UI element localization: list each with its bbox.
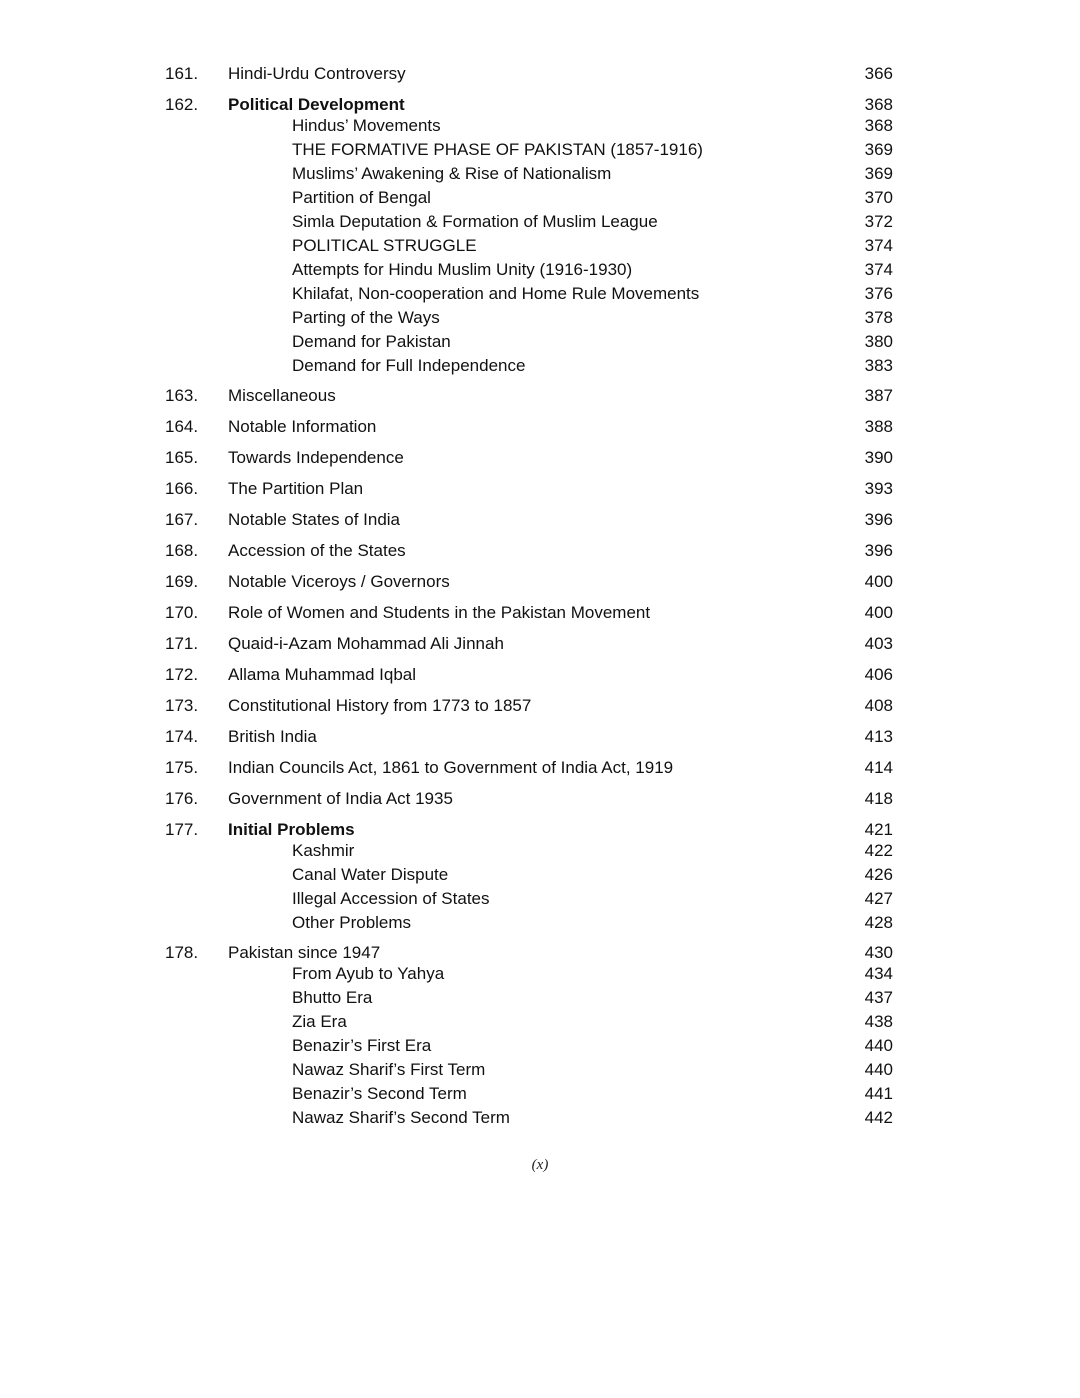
toc-subentry-page: 438 bbox=[864, 1012, 893, 1031]
toc-subentry bbox=[0, 308, 1080, 328]
toc-subentry bbox=[0, 841, 1080, 861]
toc-entry-title: Political Development bbox=[228, 95, 405, 114]
toc-subentry bbox=[0, 865, 1080, 885]
toc-subentry bbox=[0, 212, 1080, 232]
toc-subentry bbox=[0, 188, 1080, 208]
toc-entry-page: 413 bbox=[864, 727, 893, 746]
toc-entry-title: Notable Viceroys / Governors bbox=[228, 572, 450, 591]
toc-entry-title: Indian Councils Act, 1861 to Government of India Act, 1919 bbox=[228, 758, 674, 777]
toc-subentry bbox=[0, 116, 1080, 136]
toc-entry-number: 173. bbox=[165, 696, 199, 715]
toc-entry-title: Pakistan since 1947 bbox=[228, 943, 381, 962]
toc-subentry bbox=[0, 332, 1080, 352]
toc-entry-page: 388 bbox=[864, 417, 893, 436]
toc-subentry-title: Khilafat, Non-cooperation and Home Rule Movements bbox=[292, 284, 700, 303]
toc-entry-number: 167. bbox=[165, 510, 199, 529]
toc-entry-title: Initial Problems bbox=[228, 820, 355, 839]
toc-entry-page: 368 bbox=[864, 95, 893, 114]
toc-entry-title: Role of Women and Students in the Pakistan Movement bbox=[228, 603, 651, 622]
toc-subentry bbox=[0, 236, 1080, 256]
toc-entry-number: 164. bbox=[165, 417, 199, 436]
toc-subentry-title: Nawaz Sharif’s First Term bbox=[292, 1060, 486, 1079]
toc-subentry bbox=[0, 1108, 1080, 1128]
toc-subentry-page: 427 bbox=[864, 889, 893, 908]
toc-entry bbox=[0, 943, 1080, 963]
toc-subentry-page: 368 bbox=[864, 116, 893, 135]
toc-entry-title: British India bbox=[228, 727, 317, 746]
toc-subentry-page: 426 bbox=[864, 865, 893, 884]
toc-subentry bbox=[0, 284, 1080, 304]
toc-subentry-title: POLITICAL STRUGGLE bbox=[292, 236, 477, 255]
toc-subentry-title: Muslims’ Awakening & Rise of Nationalism bbox=[292, 164, 612, 183]
toc-entry-number: 170. bbox=[165, 603, 199, 622]
toc-subentry-title: Partition of Bengal bbox=[292, 188, 431, 207]
toc-entry bbox=[0, 64, 1080, 84]
toc-subentry bbox=[0, 1012, 1080, 1032]
toc-entry-page: 403 bbox=[864, 634, 893, 653]
toc-entry-page: 400 bbox=[864, 603, 893, 622]
toc-subentry bbox=[0, 964, 1080, 984]
toc-entry bbox=[0, 820, 1080, 840]
toc-subentry-page: 441 bbox=[864, 1084, 893, 1103]
toc-entry-number: 171. bbox=[165, 634, 199, 653]
toc-entry bbox=[0, 727, 1080, 747]
toc-entry bbox=[0, 696, 1080, 716]
toc-entry-title: Notable Information bbox=[228, 417, 377, 436]
toc-entry-page: 396 bbox=[864, 510, 893, 529]
toc-subentry-page: 370 bbox=[864, 188, 893, 207]
toc-subentry-page: 378 bbox=[864, 308, 893, 327]
toc-entry-page: 396 bbox=[864, 541, 893, 560]
toc-entry-page: 408 bbox=[864, 696, 893, 715]
toc-entry-title: Hindi-Urdu Controversy bbox=[228, 64, 406, 83]
toc-entry-title: Constitutional History from 1773 to 1857 bbox=[228, 696, 532, 715]
toc-subentry bbox=[0, 1036, 1080, 1056]
toc-subentry-page: 374 bbox=[864, 236, 893, 255]
toc-entry-title: Government of India Act 1935 bbox=[228, 789, 453, 808]
toc-subentry-title: Benazir’s Second Term bbox=[292, 1084, 467, 1103]
toc-subentry-title: Illegal Accession of States bbox=[292, 889, 490, 908]
toc-entry-number: 166. bbox=[165, 479, 199, 498]
toc-subentry-page: 369 bbox=[864, 140, 893, 159]
toc-subentry-page: 440 bbox=[864, 1036, 893, 1055]
toc-entry-title: Quaid-i-Azam Mohammad Ali Jinnah bbox=[228, 634, 504, 653]
toc-entry-number: 163. bbox=[165, 386, 199, 405]
toc-subentry-title: Demand for Pakistan bbox=[292, 332, 451, 351]
toc-subentry bbox=[0, 1060, 1080, 1080]
toc-subentry-page: 383 bbox=[864, 356, 893, 375]
toc-entry bbox=[0, 448, 1080, 468]
toc-subentry-page: 428 bbox=[864, 913, 893, 932]
toc-subentry bbox=[0, 913, 1080, 933]
toc-subentry-title: Hindus’ Movements bbox=[292, 116, 441, 135]
toc-subentry-page: 376 bbox=[864, 284, 893, 303]
toc-entry bbox=[0, 510, 1080, 530]
toc-entry bbox=[0, 95, 1080, 115]
toc-subentry-page: 380 bbox=[864, 332, 893, 351]
toc-subentry-title: Bhutto Era bbox=[292, 988, 373, 1007]
toc-entry-page: 414 bbox=[864, 758, 893, 777]
toc-entry-page: 418 bbox=[864, 789, 893, 808]
toc-entry-title: Towards Independence bbox=[228, 448, 404, 467]
toc-entry bbox=[0, 603, 1080, 623]
toc-entry-title: Miscellaneous bbox=[228, 386, 336, 405]
toc-entry bbox=[0, 665, 1080, 685]
toc-subentry bbox=[0, 164, 1080, 184]
toc-subentry-title: Demand for Full Independence bbox=[292, 356, 526, 375]
toc-entry-page: 366 bbox=[864, 64, 893, 83]
toc-subentry-title: Parting of the Ways bbox=[292, 308, 440, 327]
page-number-footer: (x) bbox=[531, 1157, 549, 1173]
toc-subentry bbox=[0, 1084, 1080, 1104]
toc-entry-title: Accession of the States bbox=[228, 541, 406, 560]
toc-entry bbox=[0, 541, 1080, 561]
toc-entry bbox=[0, 386, 1080, 406]
toc-subentry-page: 440 bbox=[864, 1060, 893, 1079]
toc-subentry-title: Other Problems bbox=[292, 913, 412, 932]
toc-subentry-title: From Ayub to Yahya bbox=[292, 964, 445, 983]
toc-entry-title: The Partition Plan bbox=[228, 479, 364, 498]
toc-subentry-page: 374 bbox=[864, 260, 893, 279]
toc-entry-number: 178. bbox=[165, 943, 199, 962]
toc-subentry-title: Canal Water Dispute bbox=[292, 865, 449, 884]
toc-subentry-title: THE FORMATIVE PHASE OF PAKISTAN (1857-1916) bbox=[292, 140, 703, 159]
toc-entry-number: 175. bbox=[165, 758, 199, 777]
toc-subentry bbox=[0, 988, 1080, 1008]
toc-subentry-page: 422 bbox=[864, 841, 893, 860]
toc-entry-number: 168. bbox=[165, 541, 199, 560]
toc-entry-page: 400 bbox=[864, 572, 893, 591]
toc-subentry bbox=[0, 260, 1080, 280]
toc-entry bbox=[0, 634, 1080, 654]
toc-subentry-page: 442 bbox=[864, 1108, 893, 1127]
toc-subentry-page: 434 bbox=[864, 964, 893, 983]
toc-subentry-page: 369 bbox=[864, 164, 893, 183]
toc-subentry-title: Kashmir bbox=[292, 841, 355, 860]
toc-entry-number: 169. bbox=[165, 572, 199, 591]
toc-entry-number: 162. bbox=[165, 95, 199, 114]
toc-entry bbox=[0, 479, 1080, 499]
toc-subentry-title: Nawaz Sharif’s Second Term bbox=[292, 1108, 510, 1127]
toc-subentry-title: Simla Deputation & Formation of Muslim League bbox=[292, 212, 658, 231]
toc-entry-title: Notable States of India bbox=[228, 510, 401, 529]
toc-subentry bbox=[0, 889, 1080, 909]
toc-subentry bbox=[0, 356, 1080, 376]
toc-subentry-page: 437 bbox=[864, 988, 893, 1007]
toc-entry-number: 172. bbox=[165, 665, 199, 684]
toc-entry-number: 176. bbox=[165, 789, 199, 808]
toc-subentry-title: Zia Era bbox=[292, 1012, 347, 1031]
toc-entry-page: 390 bbox=[864, 448, 893, 467]
toc-entry-page: 430 bbox=[864, 943, 893, 962]
toc-entry-number: 165. bbox=[165, 448, 199, 467]
toc-entry-number: 177. bbox=[165, 820, 199, 839]
toc-entry-number: 174. bbox=[165, 727, 199, 746]
toc-subentry-title: Benazir’s First Era bbox=[292, 1036, 432, 1055]
toc-entry-title: Allama Muhammad Iqbal bbox=[228, 665, 417, 684]
toc-entry-page: 387 bbox=[864, 386, 893, 405]
toc-subentry bbox=[0, 140, 1080, 160]
toc-entry-page: 421 bbox=[864, 820, 893, 839]
toc-entry bbox=[0, 417, 1080, 437]
toc-entry bbox=[0, 758, 1080, 778]
toc-entry-page: 406 bbox=[864, 665, 893, 684]
toc-subentry-title: Attempts for Hindu Muslim Unity (1916-1930) bbox=[292, 260, 633, 279]
toc-subentry-page: 372 bbox=[864, 212, 893, 231]
toc-entry bbox=[0, 572, 1080, 592]
toc-entry-page: 393 bbox=[864, 479, 893, 498]
toc-entry bbox=[0, 789, 1080, 809]
toc-entry-number: 161. bbox=[165, 64, 199, 83]
